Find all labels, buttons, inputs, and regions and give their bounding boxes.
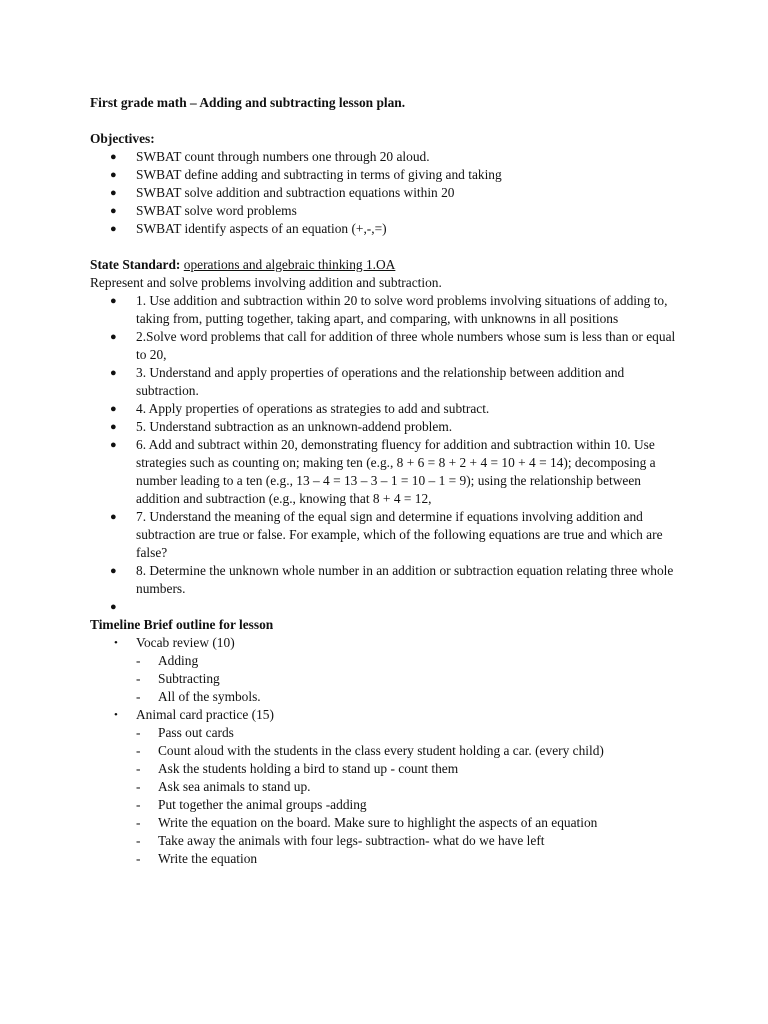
timeline-step: [136, 670, 680, 688]
timeline-step: [136, 814, 680, 832]
timeline-step-text: Adding: [158, 653, 199, 668]
bullet-icon: ●: [110, 367, 117, 379]
dash-marker: -: [136, 743, 141, 758]
state-standard-line: [90, 256, 680, 274]
timeline-step: [136, 688, 680, 706]
bullet-icon: ●: [110, 511, 117, 523]
standard-item-text: 2.Solve word problems that call for addition of three whole numbers whose sum is less than or equal to 20,: [136, 329, 676, 362]
standard-item: [90, 364, 680, 400]
timeline-step-text: Write the equation on the board. Make sure to highlight the aspects of an equation: [158, 815, 598, 830]
spacer: [90, 112, 680, 130]
timeline-step-text: Ask sea animals to stand up.: [158, 779, 311, 794]
bullet-icon: ●: [110, 421, 117, 433]
timeline-step: [136, 760, 680, 778]
standard-item: [90, 418, 680, 436]
objectives-list: [90, 148, 680, 238]
state-standard-link[interactable]: operations and algebraic thinking 1.OA: [183, 257, 396, 272]
standard-item-text: 5. Understand subtraction as an unknown-addend problem.: [136, 419, 453, 434]
document-title: First grade math – Adding and subtracting lesson plan.: [90, 95, 406, 110]
dash-marker: -: [136, 851, 141, 866]
lesson-plan: [90, 94, 680, 868]
objective-item-text: SWBAT count through numbers one through 20 aloud.: [136, 149, 430, 164]
bullet-icon: ●: [110, 169, 117, 181]
timeline-step: [136, 652, 680, 670]
bullet-icon: ●: [110, 565, 117, 577]
timeline-section: [90, 634, 680, 706]
timeline-step: [136, 832, 680, 850]
timeline-section-label: Animal card practice (15): [136, 707, 274, 722]
timeline-step-text: Subtracting: [158, 671, 220, 686]
bullet-icon: ●: [110, 331, 117, 343]
objective-item: [90, 184, 680, 202]
timeline-step-list: [136, 652, 680, 706]
bullet-icon: ●: [110, 205, 117, 217]
dash-marker: -: [136, 689, 141, 704]
objective-item: [90, 202, 680, 220]
standard-item-text: 8. Determine the unknown whole number in an addition or subtraction equation relating three whole numbers.: [136, 563, 674, 596]
standard-list: [90, 292, 680, 616]
dash-marker: -: [136, 725, 141, 740]
dash-marker: -: [136, 761, 141, 776]
objective-item-text: SWBAT solve word problems: [136, 203, 297, 218]
bullet-icon: ●: [110, 601, 117, 613]
objective-item: [90, 220, 680, 238]
objective-item: [90, 148, 680, 166]
bullet-icon: •: [114, 637, 118, 649]
objective-item: [90, 166, 680, 184]
standard-item-text: 6. Add and subtract within 20, demonstrating fluency for addition and subtraction within 10. Use strategies such as counting on; making ten (e.g., 8 + 6 = 8 + 2 + 4 = 10 + 4 = 14); decomposing a number leading to a ten (e.g., 13 – 4 = 13 – 3 – 1 = 10 – 1 = 9); using the relationship between addition and subtraction (e.g., knowing that 8 + 4 = 12,: [136, 437, 656, 506]
objective-item-text: SWBAT define adding and subtracting in terms of giving and taking: [136, 167, 502, 182]
timeline-heading: Timeline Brief outline for lesson: [90, 617, 274, 632]
state-standard-label: State Standard:: [90, 257, 181, 272]
objective-item-text: SWBAT identify aspects of an equation (+,-,=): [136, 221, 387, 236]
dash-marker: -: [136, 815, 141, 830]
bullet-icon: ●: [110, 187, 117, 199]
dash-marker: -: [136, 797, 141, 812]
timeline-list: [90, 634, 680, 868]
objectives-heading: Objectives:: [90, 131, 155, 146]
timeline-step-list: [136, 724, 680, 868]
standard-item-text: 7. Understand the meaning of the equal sign and determine if equations involving addition and subtraction are true or false. For example, which of the following equations are true and which are false?: [136, 509, 663, 560]
timeline-step-text: All of the symbols.: [158, 689, 261, 704]
objective-item-text: SWBAT solve addition and subtraction equations within 20: [136, 185, 455, 200]
standard-item: [90, 436, 680, 508]
bullet-icon: ●: [110, 403, 117, 415]
dash-marker: -: [136, 653, 141, 668]
bullet-icon: ●: [110, 223, 117, 235]
timeline-section-label: Vocab review (10): [136, 635, 235, 650]
standard-item: [90, 508, 680, 562]
standard-item: [90, 562, 680, 598]
bullet-icon: ●: [110, 439, 117, 451]
spacer: [90, 238, 680, 256]
empty-list-item: [90, 598, 680, 616]
dash-marker: -: [136, 779, 141, 794]
timeline-step: [136, 850, 680, 868]
timeline-step-text: Ask the students holding a bird to stand up - count them: [158, 761, 459, 776]
timeline-step: [136, 724, 680, 742]
timeline-step: [136, 778, 680, 796]
timeline-section: [90, 706, 680, 868]
standard-intro: Represent and solve problems involving addition and subtraction.: [90, 275, 442, 290]
bullet-icon: •: [114, 709, 118, 721]
standard-item: [90, 400, 680, 418]
timeline-step-text: Put together the animal groups -adding: [158, 797, 367, 812]
standard-item: [90, 328, 680, 364]
bullet-icon: ●: [110, 151, 117, 163]
standard-item-text: 4. Apply properties of operations as strategies to add and subtract.: [136, 401, 490, 416]
timeline-step-text: Count aloud with the students in the class every student holding a car. (every child): [158, 743, 604, 758]
standard-item-text: 1. Use addition and subtraction within 20 to solve word problems involving situations of adding to, taking from, putting together, taking apart, and comparing, with unknowns in all positions: [136, 293, 668, 326]
standard-item: [90, 292, 680, 328]
timeline-step-text: Write the equation: [158, 851, 258, 866]
dash-marker: -: [136, 833, 141, 848]
timeline-step-text: Take away the animals with four legs- subtraction- what do we have left: [158, 833, 545, 848]
timeline-step-text: Pass out cards: [158, 725, 234, 740]
timeline-step: [136, 796, 680, 814]
standard-item-text: 3. Understand and apply properties of operations and the relationship between addition and subtraction.: [136, 365, 625, 398]
bullet-icon: ●: [110, 295, 117, 307]
timeline-step: [136, 742, 680, 760]
dash-marker: -: [136, 671, 141, 686]
